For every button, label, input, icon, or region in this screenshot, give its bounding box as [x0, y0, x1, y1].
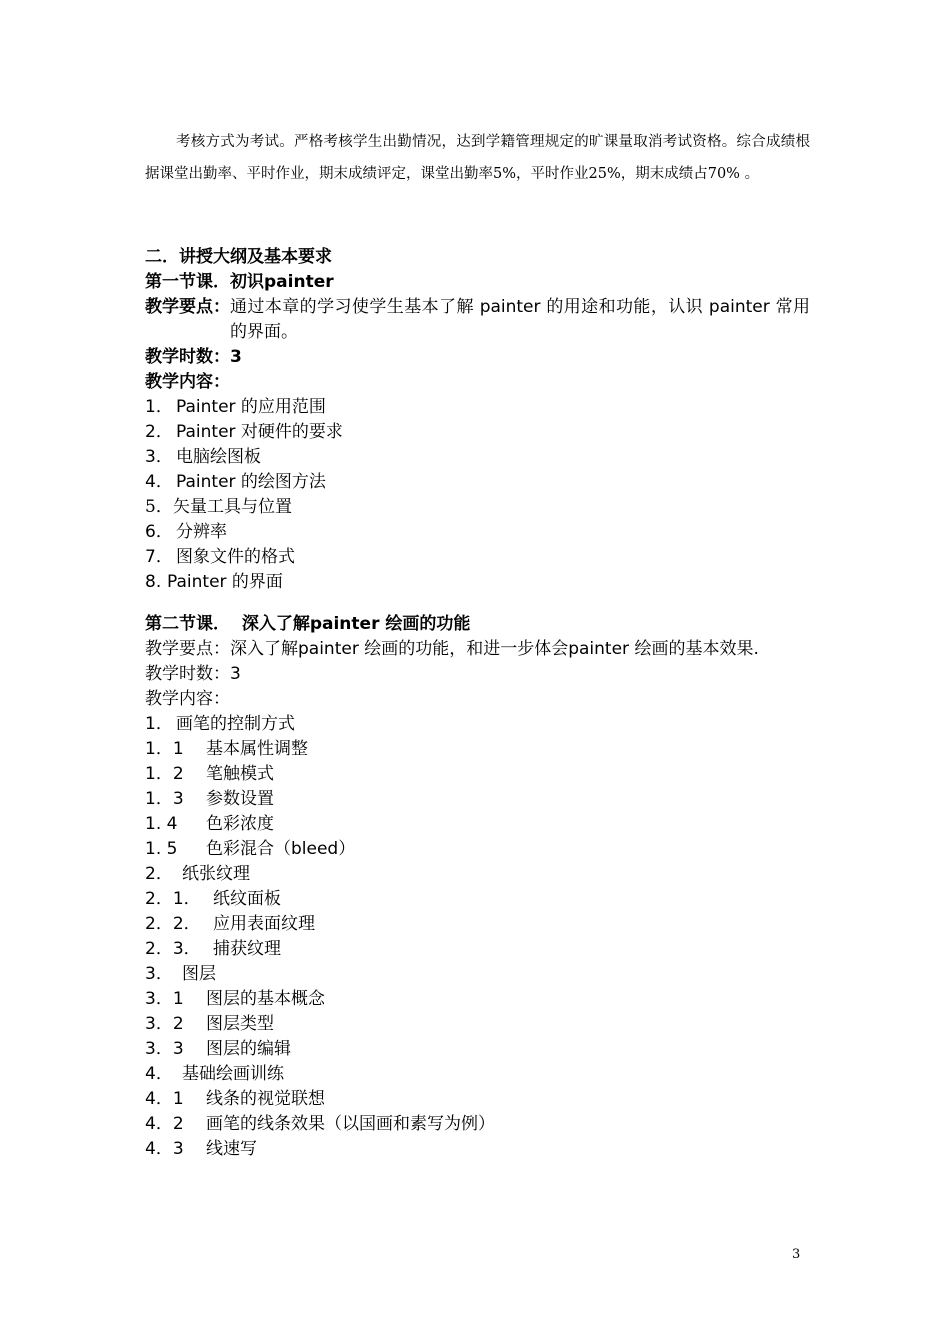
lesson2-points-text: 深入了解painter 绘画的功能，和进一步体会painter 绘画的基本效果. — [230, 639, 759, 659]
page-number: 3 — [792, 1247, 801, 1262]
list-item: 4．3 线速写 — [145, 1139, 257, 1159]
list-item: 3． 电脑绘图板 — [145, 447, 261, 467]
lesson2-points-label: 教学要点： — [145, 639, 230, 659]
lesson1-points-text: 通过本章的学习使学生基本了解 painter 的用途和功能，认识 painter 常用的界面。 — [230, 297, 810, 342]
assessment-paragraph — [145, 126, 810, 190]
list-item: 2．3． 捕获纹理 — [145, 939, 281, 959]
lesson2-hours: 教学时数：3 — [145, 664, 241, 684]
list-item: 3． 图层 — [145, 964, 216, 984]
list-item: 1． 画笔的控制方式 — [145, 714, 295, 734]
list-item: 4．2 画笔的线条效果（以国画和素写为例） — [145, 1114, 495, 1134]
lesson1-title: 第一节课．初识painter — [145, 272, 334, 292]
list-item: 1. 4 色彩浓度 — [145, 814, 274, 834]
list-item: 6． 分辨率 — [145, 522, 227, 542]
lesson2-title: 第二节课． 深入了解painter 绘画的功能 — [145, 614, 471, 634]
list-item: 2．2． 应用表面纹理 — [145, 914, 315, 934]
document-body — [145, 245, 810, 1162]
assessment-text: 考核方式为考试。严格考核学生出勤情况，达到学籍管理规定的旷课量取消考试资格。综合成绩根据课堂出勤率、平时作业，期末成绩评定，课堂出勤率5%，平时作业25%，期末成绩占70% 。 — [145, 134, 810, 182]
list-item: 1．2 笔触模式 — [145, 764, 274, 784]
list-item: 7． 图象文件的格式 — [145, 547, 295, 567]
list-item: 8.Painter 的界面 — [145, 572, 283, 592]
lesson1-content-label: 教学内容： — [145, 372, 230, 392]
list-item: 2．1． 纸纹面板 — [145, 889, 281, 909]
list-item: 1．3 参数设置 — [145, 789, 274, 809]
lesson1-points-label: 教学要点： — [145, 297, 230, 317]
list-item: 1．1 基本属性调整 — [145, 739, 308, 759]
spacer — [145, 595, 810, 612]
list-item: 4． 基础绘画训练 — [145, 1064, 284, 1084]
lesson1-points — [145, 295, 810, 345]
list-item: 2． 纸张纹理 — [145, 864, 250, 884]
list-item: 3．3 图层的编辑 — [145, 1039, 291, 1059]
list-item: 1. 5 色彩混合（bleed） — [145, 839, 356, 859]
list-item: 4．1 线条的视觉联想 — [145, 1089, 325, 1109]
lesson1-hours: 教学时数：3 — [145, 347, 242, 367]
list-item: 3．1 图层的基本概念 — [145, 989, 325, 1009]
list-item: 4． Painter 的绘图方法 — [145, 472, 326, 492]
list-item: 3．2 图层类型 — [145, 1014, 274, 1034]
lesson2-points — [145, 637, 810, 662]
list-item: 1． Painter 的应用范围 — [145, 397, 326, 417]
list-item: 5．矢量工具与位置 — [145, 497, 292, 517]
list-item: 2． Painter 对硬件的要求 — [145, 422, 343, 442]
section-heading: 二．讲授大纲及基本要求 — [145, 247, 332, 267]
lesson2-content-label: 教学内容： — [145, 689, 230, 709]
